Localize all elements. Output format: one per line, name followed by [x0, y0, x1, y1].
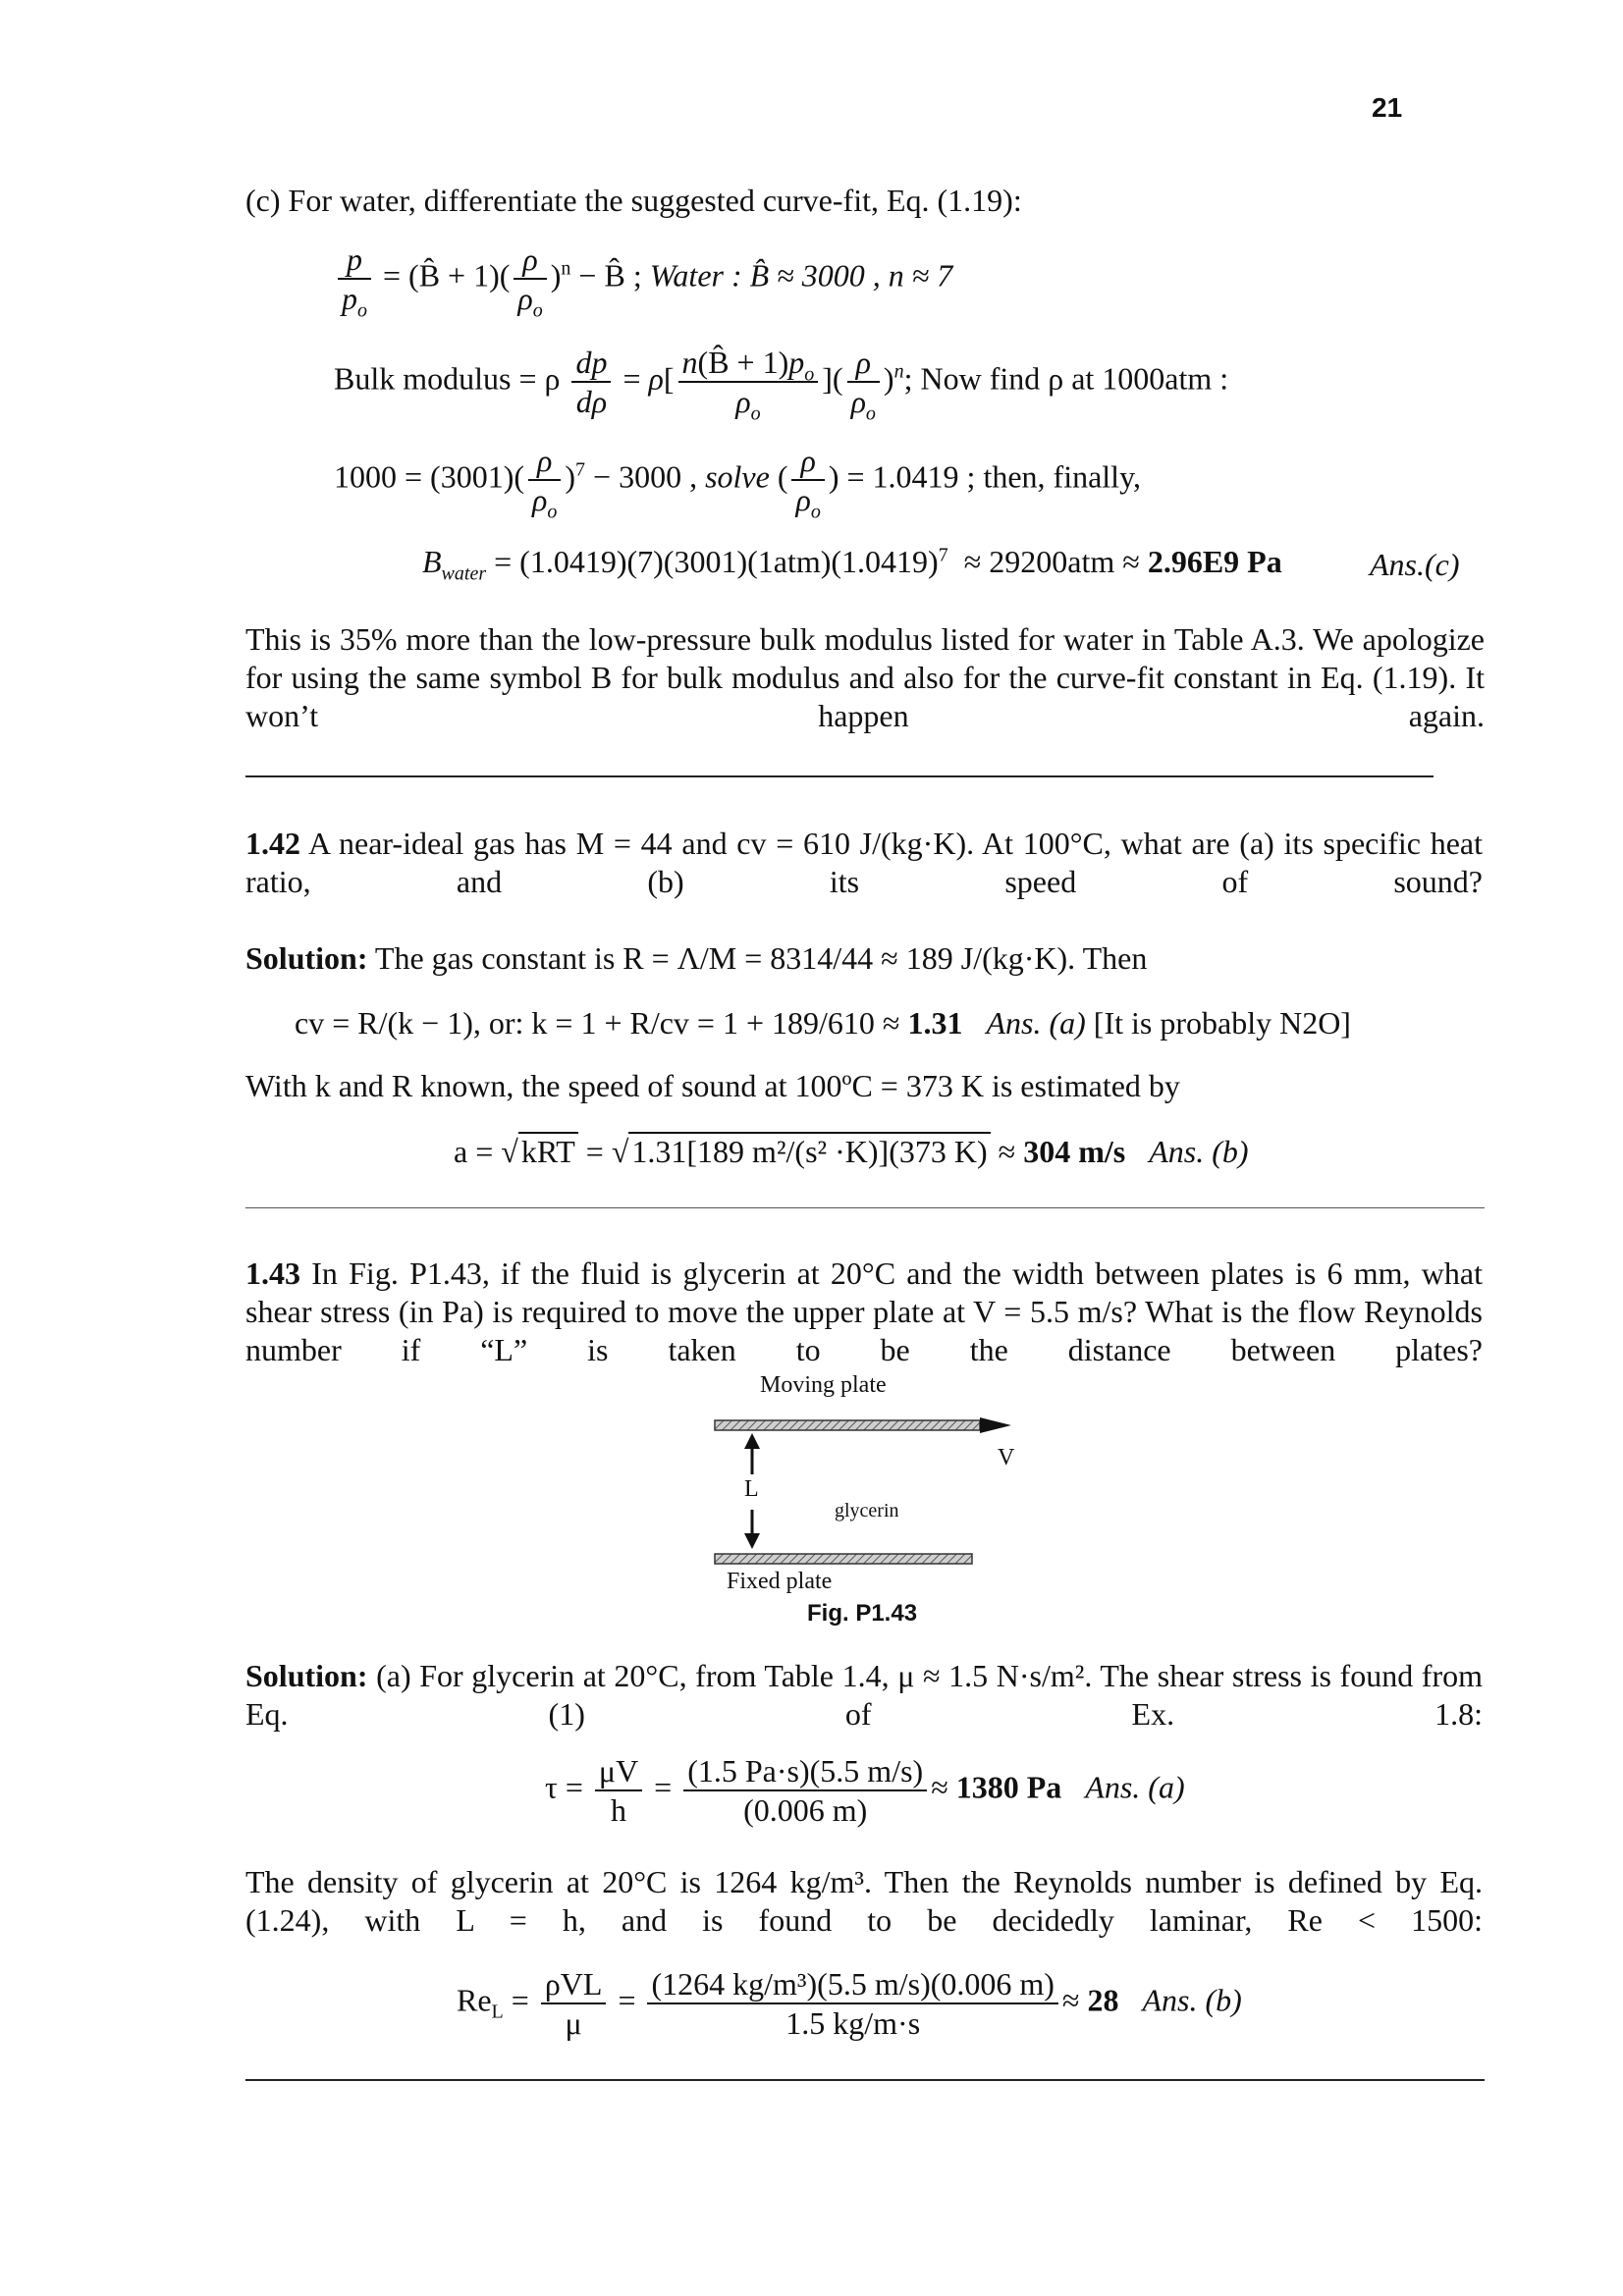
section-divider [245, 2079, 1485, 2081]
eq1-water-constants: Water : B̂ ≈ 3000 , n ≈ 7 [649, 257, 953, 294]
eq-a-tag: Ans. (b) [1149, 1134, 1249, 1169]
fixed-plate-label: Fixed plate [727, 1569, 833, 1594]
gap-arrow-up-icon [744, 1433, 760, 1449]
solve-lead: 1000 = (3001)( [334, 458, 525, 495]
eq-a-radicand: 1.31[189 m²/(s² ·K)](373 K) [628, 1132, 990, 1169]
eq-a-answer: 304 m/s [1023, 1134, 1126, 1169]
re-denominator-values: 1.5 kg/m·s [785, 2005, 921, 2041]
eq-k: cv = R/(k − 1), or: k = 1 + R/cv = 1 + 189/610 ≈ [295, 1005, 908, 1041]
tau-lhs: τ = [545, 1769, 591, 1805]
eq-a-mid: = √ [577, 1134, 629, 1169]
problem-1-43-number: 1.43 [245, 1255, 300, 1291]
tau-numerator: μV [595, 1752, 642, 1791]
solve-mid: − 3000 , [585, 458, 706, 495]
fixed-plate-shape [715, 1554, 972, 1564]
eq1-rhs: = (B̂ + 1)( [383, 257, 511, 294]
velocity-label: V [998, 1445, 1015, 1470]
re-lhs: Re [457, 1982, 492, 2018]
bwater-answer-tag: Ans.(c) [1370, 547, 1460, 582]
solution-label: Solution: [245, 940, 368, 976]
tau-denominator: h [611, 1792, 627, 1828]
bulk-tail: ; Now find ρ at 1000atm : [903, 360, 1229, 397]
eq-a-lead: a = √ [454, 1134, 518, 1169]
part-c-note: This is 35% more than the low-pressure bulk modulus listed for water in Table A.3. We apologize for using the same symbol B for bulk modulus and also for the curve-fit constant in Eq. (1.19). It won’t happen again. [245, 621, 1485, 733]
glycerin-density-text: The density of glycerin at 20°C is 1264 kg/m³. Then the Reynolds number is defined by Eq. (1.24), with L = h, and is found to be decidedly laminar, Re < 1500: [245, 1864, 1483, 1938]
re-answer: 28 [1087, 1982, 1119, 2018]
problem-1-43-text: In Fig. P1.43, if the fluid is glycerin at 20°C and the width between plates is 6 mm, what shear stress (in Pa) is required to move the upper plate at V = 5.5 m/s? What is the flow Reynolds number if “L” is taken to be the distance between plates? [245, 1255, 1483, 1367]
problem-1-42-solution-line [245, 938, 1147, 978]
bwater-expression: = (1.0419)(7)(3001)(1atm)(1.0419) [486, 544, 939, 579]
gap-label: L [744, 1476, 759, 1502]
specific-heat-ratio-equation [295, 1003, 1351, 1042]
shear-stress-equation: τ = $\frac{\mu V}{h}$ = $\frac{(1.5 Pa\cdot s)(5.5 m/s)}{(0.006 m)}$ ≈ 1380 Pa Ans. (a) [545, 1753, 1185, 1828]
bwater-exponent: 7 [938, 544, 948, 566]
bwater-symbol: B [422, 544, 442, 579]
bwater-subscript: water [441, 562, 487, 585]
solution-text: (a) For glycerin at 20°C, from Table 1.4, μ ≈ 1.5 N·s/m². The shear stress is found from Eq. (1) of Ex. 1.8: [245, 1658, 1483, 1732]
bulk-label: Bulk modulus = ρ [334, 360, 561, 397]
tau-answer: 1380 Pa [955, 1769, 1062, 1805]
eq-a-approx: ≈ [990, 1134, 1024, 1169]
solve-equation: 1000 = (3001)( $\frac{\rho}{\rho_o}$ )$^7$ − 3000 , solve ( $\frac{\rho}{\rho_o}$ ) = 1.0419 ; then, finally, [334, 443, 1141, 523]
part-c-intro: (c) For water, differentiate the suggested curve-fit, Eq. (1.19): [245, 183, 1022, 218]
bwater-answer: 2.96E9 Pa [1147, 544, 1282, 579]
problem-1-42-text: A near-ideal gas has M = 44 and cv = 610 J/(kg·K). At 100°C, what are (a) its specific heat ratio, and (b) its speed of sound? [245, 826, 1483, 899]
tau-tag: Ans. (a) [1085, 1769, 1185, 1805]
re-denominator: μ [565, 2005, 582, 2041]
tau-numerator-values: (1.5 Pa·s)(5.5 m/s) [683, 1752, 927, 1791]
solve-tail: = 1.0419 ; then, finally, [839, 458, 1141, 495]
speed-of-sound-intro: With k and R known, the speed of sound at 100ºC = 373 K is estimated by [245, 1068, 1180, 1103]
figure-caption: Fig. P1.43 [807, 1600, 918, 1627]
bwater-equation [422, 543, 1282, 585]
problem-1-42-statement [245, 825, 1483, 939]
curve-fit-equation: $\frac{p}{p_o}$ = (B̂ + 1)( $\frac{\rho}{\rho_o}$ )$^n$ − B̂ ; Water : B̂ ≈ 3000 , n ≈ 7 [334, 240, 952, 317]
solution-label: Solution: [245, 1658, 368, 1693]
re-subscript: L [491, 2001, 504, 2023]
problem-1-42-number: 1.42 [245, 826, 300, 861]
page-number: 21 [1372, 92, 1403, 123]
eq1-exponent: n [561, 257, 571, 280]
moving-plate-label: Moving plate [760, 1372, 887, 1398]
fluid-label: glycerin [835, 1500, 899, 1522]
gap-arrow-down-icon [744, 1533, 760, 1549]
solve-word: solve [705, 458, 770, 495]
eq-k-answer: 1.31 [907, 1005, 963, 1041]
eq-a-krt: kRT [518, 1132, 578, 1169]
moving-plate-shape [715, 1420, 980, 1430]
tau-denominator-values: (0.006 m) [743, 1792, 868, 1828]
bwater-approx: ≈ 29200atm ≈ [963, 544, 1148, 579]
eq1-tail: − B̂ ; [570, 257, 650, 294]
section-divider [245, 775, 1434, 777]
re-numerator: ρVL [541, 1965, 607, 2004]
re-numerator-values: (1264 kg/m³)(5.5 m/s)(0.006 m) [647, 1965, 1057, 2004]
bulk-modulus-equation: Bulk modulus = ρ $\frac{dp}{d\rho}$ = ρ[ $\frac{n(B̂ + 1)p_o}{\rho_o}$ ]( $\frac{\rho}{\rho_o}$ )$^n$; Now find ρ at 1000atm : [334, 345, 1229, 425]
re-tag: Ans. (b) [1142, 1982, 1242, 2018]
figure-p1-43 [687, 1364, 1041, 1639]
eq-k-note: [It is probably N2O] [1085, 1005, 1351, 1041]
speed-of-sound-equation [454, 1132, 1249, 1171]
section-divider [245, 1207, 1485, 1208]
solution-text: The gas constant is R = Λ/M = 8314/44 ≈ 189 J/(kg·K). Then [367, 940, 1148, 976]
eq-k-tag: Ans. (a) [986, 1005, 1086, 1041]
velocity-arrow-icon [980, 1417, 1011, 1433]
reynolds-equation: $Re_L$ = $\frac{\text{ρVL}}{\mu}$ = $\frac{\text{(1264 kg/m³)(5.5 m/s)(0.006 m)}}{1.5 kg/m\cdot s}$ ≈ 28 Ans. (b) [457, 1966, 1242, 2041]
